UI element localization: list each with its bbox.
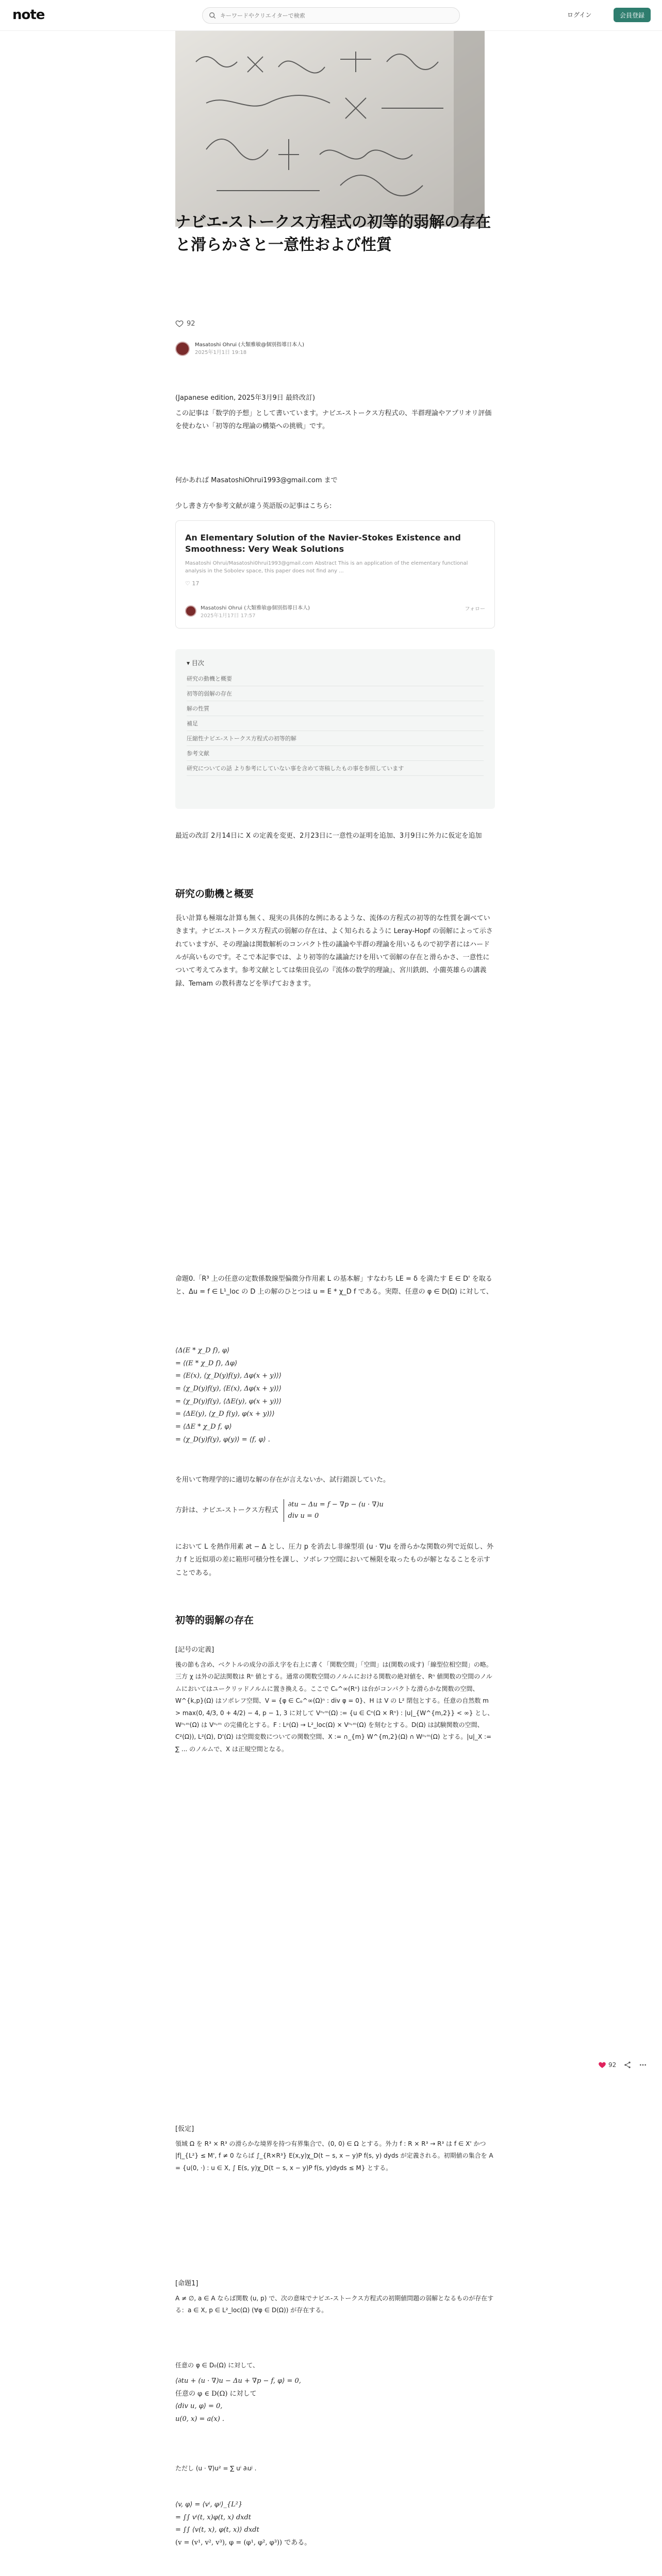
card-like-row: ♡ 17 xyxy=(185,580,200,587)
motivation-paragraph: 長い計算も極端な計算も無く、現実の具体的な例にあるような、流体の方程式の初等的な性質を調べていきます。ナビエ-ストークス方程式の弱解の存在は、よく知られるように Leray-Hopf の弱解によって示されていますが、その理論は関数解析のコンパクト性の議論や半群の理論を用いるもので初学者にはハードルが高いものです。そこで本記事では、より初等的な議論だけを用いて弱解の存在と滑らかさ、一意性について考えてみます。参考文献としては柴田良弘の『流体の数学的理論』、宮川鉄朗、小薗英雄らの講義録、Temam の教科書などを挙げておきます。 xyxy=(175,914,493,988)
more-icon[interactable] xyxy=(639,2061,647,2069)
side-like-count: 92 xyxy=(608,2061,617,2069)
equation-line: 任意の φ ∈ D(Ω) に対して xyxy=(175,2389,257,2398)
method-paragraph: において L を熱作用素 ∂t − Δ とし、圧力 p を消去し非線型項 (u · ∇)u を滑らかな関数の列で近似し、外力 f と近似項の差に箱形可積分性を課し、ソボレフ空間において極限を取ったものが解となることを示すことである。 xyxy=(175,1543,494,1577)
toc-item[interactable]: 初等的弱解の存在 xyxy=(187,686,484,701)
toc-heading[interactable]: ▾ 目次 xyxy=(187,659,204,667)
toc-item[interactable]: 研究の動機と概要 xyxy=(187,671,484,686)
heart-icon[interactable] xyxy=(175,319,184,328)
ns-intro: 方針は、ナビエ-ストークス方程式 xyxy=(175,1506,278,1515)
header xyxy=(0,0,662,31)
equation-line: = ⟨(E * χ_D f), Δφ⟩ xyxy=(175,1359,238,1367)
equation-line: ⟨v, φ⟩ = ⟨vⁱ, φʲ⟩_{L²} xyxy=(175,2501,243,2509)
author-name[interactable]: Masatoshi Ohrui (大類雅敏@個別指導日本人) xyxy=(195,342,305,348)
author-block[interactable] xyxy=(175,341,495,357)
hero-whiteboard-photo xyxy=(175,31,485,227)
ns-system xyxy=(284,1499,384,1522)
inner-product-equations xyxy=(175,2499,495,2550)
equation-line: u(0, x) = a(x) . xyxy=(175,2415,225,2424)
card-author-name: Masatoshi Ohrui (大類雅敏@個別指導日本人) xyxy=(201,605,310,611)
card-follow-button[interactable]: フォロー xyxy=(465,606,485,612)
side-like[interactable] xyxy=(598,2061,616,2069)
section-heading-motivation: 研究の動機と概要 xyxy=(175,888,254,900)
equation-line: = ⟨ΔE * χ_D f, φ⟩ xyxy=(175,1423,232,1431)
card-like-count: 17 xyxy=(192,580,200,587)
toc-item[interactable]: 補足 xyxy=(187,716,484,731)
search-box[interactable] xyxy=(202,7,460,24)
ns-equation-2: div u = 0 xyxy=(288,1512,319,1520)
like-row xyxy=(175,319,495,328)
note-logo[interactable]: note xyxy=(12,7,45,23)
section-heading-existence: 初等的弱解の存在 xyxy=(175,1615,254,1626)
equation-block xyxy=(175,1345,495,1447)
equation-line: = ⟨ΔE(y), ⟨χ_D f(y), φ(x + y)⟩⟩ xyxy=(175,1410,275,1418)
search-input[interactable] xyxy=(220,12,447,19)
card-avatar xyxy=(185,605,196,617)
table-of-contents xyxy=(175,649,495,809)
intro-line-4: 少し書き方や参考文献が違う英語版の記事はこちら: xyxy=(175,502,332,510)
intro-line-1: (Japanese edition, 2025年3月9日 最終改訂) xyxy=(175,394,316,402)
post-date: 2025年1月1日 19:18 xyxy=(195,350,247,355)
card-description: Masatoshi Ohrui/Masatoshi0hrui1993@gmail.com Abstract This is an application of the elementary functional analysis in the Sobolev space, this paper does not find any ... xyxy=(185,560,468,574)
card-author xyxy=(185,603,310,619)
equation-line: = ⟨χ_D(y)f(y), φ(y)⟩ = ⟨f, φ⟩ . xyxy=(175,1435,270,1444)
assumption-heading: [仮定] xyxy=(175,2125,194,2133)
intro-line-2: この記事は「数学的予想」として書いています。ナビエ-ストークス方程式の、半群理論やアプリオリ評価を使わない「初等的な理論の構築への挑戦」です。 xyxy=(175,410,492,431)
update-note: 最近の改訂 2月14日に X の定義を変更、2月23日に一意性の証明を追加、3月9日に外力に仮定を追加 xyxy=(175,832,482,840)
proposition-1-text: A ≠ ∅, a ∈ A ならば関数 (u, p) で、次の意味でナビエ-ストークス方程式の初期値問題の弱解となるものが存在する：a ∈ X, p ∈ L²_loc(Ω) (∀φ ∈ D(Ω)) が存在する。 xyxy=(175,2295,494,2314)
equation-line: (v = (v¹, v², v³), φ = (φ¹, φ², φ³)) である。 xyxy=(175,2539,311,2547)
toc-item[interactable]: 解の性質 xyxy=(187,701,484,716)
toc-item[interactable]: 参考文献 xyxy=(187,746,484,761)
search-icon xyxy=(209,12,216,19)
ns-equation-1: ∂tu − Δu = f − ∇p − (u · ∇)u xyxy=(288,1501,384,1509)
toc-item[interactable]: 圧縮性ナビエ-ストークス方程式の初等的解 xyxy=(187,731,484,746)
login-link[interactable]: ログイン xyxy=(567,11,592,19)
equation-line: = ∫∫ vⁱ(t, x)φ(t, x) dxdt xyxy=(175,2513,252,2521)
card-title[interactable]: An Elementary Solution of the Navier-Stokes Existence and Smoothness: Very Weak Solutions xyxy=(185,533,461,554)
equation-line: ⟨div u, φ⟩ = 0, xyxy=(175,2402,223,2411)
notation-paragraph: 後の節も含め、ベクトルの成分の添え字を右上に書く「関数空間」「空間」は(関数の成す)「線型位相空間」の略。三方 χ は外の記法関数は Rⁿ 値とする。通常の関数空間のノルムにおける関数の絶対値を、Rⁿ 値関数の空間のノルムにおいてはユークリッドノルムに置き換える。ここで Cₒ^∞(Rⁿ) は台がコンパクトな滑らかな関数の空間、W^{k,p}(Ω) はソボレフ空間、V = {φ ∈ Cₒ^∞(Ω)ⁿ : div φ = 0}、H は V の L² 閉包とする。任意の自然数 m > max(0, 4/3, 0 + 4/2) − 4, p − 1, 3 に対して Vⁿ˒ᵐ(Ω) := {u ∈ Cⁿ(Ω × Rⁿ) : |u|_{W^{m,2}} < ∞} とし、Wⁿ˒ᵐ(Ω) は Vⁿ˒ᵐ の完備化とする。F : Lᵖ(Ω) → L²_loc(Ω) × Vⁿ˒ᵐ(Ω) を刻むとする。D(Ω) は試験関数の空間、C²(Ω)), L²(Ω), D'(Ω) は空間変数についての関数空間、X := ∩_{m} W^{m,2}(Ω) ∩ Wⁿ˒ᵐ(Ω) とする。|u|_X := ∑ ... のノルムで、X は正規空間となる。 xyxy=(175,1661,494,1753)
share-icon[interactable] xyxy=(623,2061,632,2069)
intro-line-3: 何かあれば MasatoshiOhrui1993@gmail.com まで xyxy=(175,477,338,484)
proposition-1-equations xyxy=(175,2375,495,2426)
avatar[interactable] xyxy=(175,342,190,356)
assumption-paragraph: 領域 Ω を R³ × R³ の滑らかな境界を持つ有界集合で、(0, 0) ∈ Ω とする。外力 f : R × R³ → R³ は f ∈ X' かつ |f|_{L²} ≤ M', f ≠ 0 ならば ∫_{R×R³} E(x,y)χ_D(t − s, x − y)P f(s, y) dyds が定義される。初期値の集合を A = {u(0, ·) : u ∈ X, ∫ E(s, y)χ_D(t − s, x − y)P f(s, y)dyds ≤ M} とする。 xyxy=(175,2140,493,2172)
notation-heading: [記号の定義] xyxy=(175,1646,214,1654)
equation-line: = ⟨E(x), ⟨χ_D(y)f(y), Δφ(x + y)⟩⟩ xyxy=(175,1372,282,1380)
like-count: 92 xyxy=(187,319,195,328)
side-actions xyxy=(598,2061,647,2069)
proposition-0-text: 命題0.「R³ 上の任意の定数係数線型偏微分作用素 L の基本解」すなわち LE = δ を満たす E ∈ D' を取ると、Δu = f ∈ L¹_loc の D 上の解のひとつは u = E * χ_D f である。実際、任意の φ ∈ D(Ω) に対して、 xyxy=(175,1275,493,1296)
heart-icon xyxy=(598,2061,606,2069)
card-date: 2025年1月17日 17:57 xyxy=(201,613,256,619)
equation-line: = ⟨χ_D(y)f(y), ⟨ΔE(y), φ(x + y)⟩⟩ xyxy=(175,1397,282,1405)
proposition-1-note: ただし (u · ∇)u² = ∑ uⁱ ∂ᵢuʲ . xyxy=(175,2465,257,2472)
after-equations-text: を用いて物理学的に適切な解の存在が言えないか、試行錯誤していた。 xyxy=(175,1476,390,1484)
article-title: ナビエ-ストークス方程式の初等的弱解の存在と滑らかさと一意性および性質 xyxy=(175,213,491,254)
equation-line: = ⟨χ_D(y)f(y), ⟨E(x), Δφ(x + y)⟩⟩ xyxy=(175,1385,282,1393)
proposition-1-heading: [命題1] xyxy=(175,2280,198,2287)
equation-line: ⟨∂tu + (u · ∇)u − Δu + ∇p − f, φ⟩ = 0, xyxy=(175,2377,301,2385)
embed-card[interactable] xyxy=(175,520,495,629)
proposition-1-condition: 任意の φ ∈ D₀(Ω) に対して、 xyxy=(175,2362,259,2369)
equation-line: ⟨Δ(E * χ_D f), φ⟩ xyxy=(175,1347,230,1354)
equation-line: = ∫∫ ⟨v(t, x), φ(t, x)⟩ dxdt xyxy=(175,2526,259,2534)
ns-equation-row xyxy=(175,1499,495,1522)
signup-button[interactable]: 会員登録 xyxy=(614,8,651,22)
toc-item[interactable]: 研究についての話 より参考にしていない事を含めて寄稿したもの事を参照しています xyxy=(187,761,484,776)
